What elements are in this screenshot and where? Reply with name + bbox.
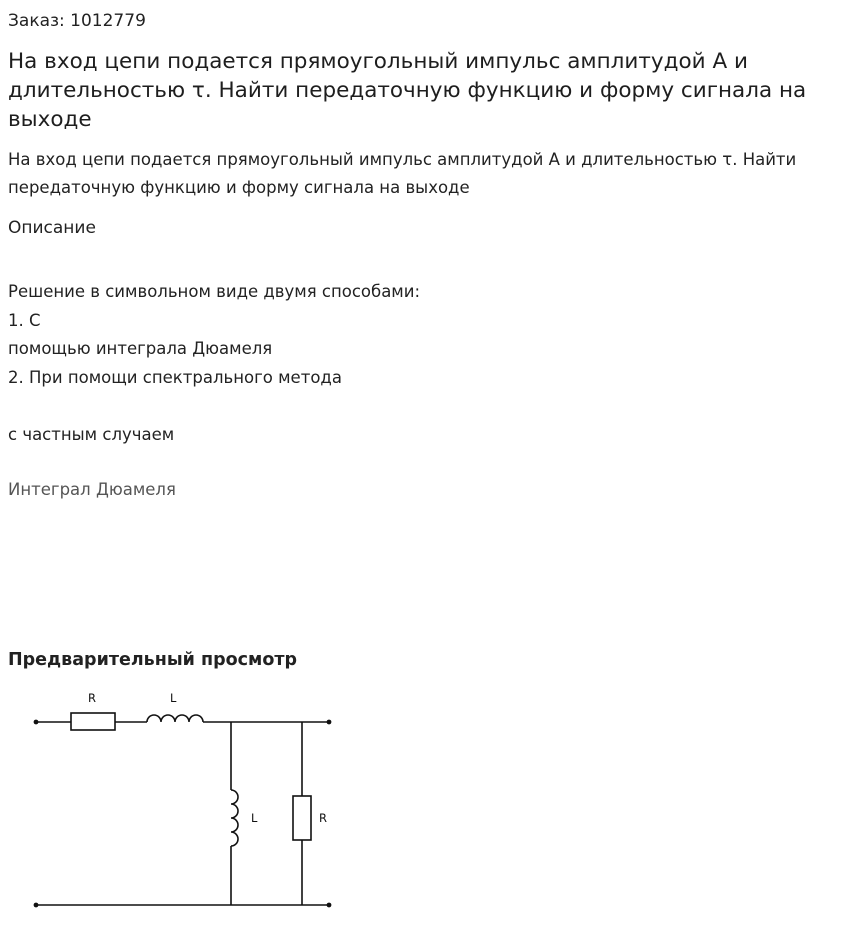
description-line: 1. С xyxy=(8,310,41,330)
series-resistor xyxy=(71,713,115,730)
shunt-inductor-label: L xyxy=(251,811,258,825)
terminal-output-top xyxy=(327,720,332,725)
circuit-diagram xyxy=(22,680,342,920)
description-line: помощью интеграла Дюамеля xyxy=(8,339,273,358)
series-inductor xyxy=(147,715,203,722)
shunt-inductor xyxy=(231,790,238,846)
description-line: 2. При помощи спектрального метода xyxy=(8,367,342,387)
series-inductor-label: L xyxy=(170,691,177,705)
terminal-output-bottom xyxy=(327,903,332,908)
page-title: На вход цепи подается прямоугольный импульс амплитудой А и длительностью τ. Найти передаточную функцию и форму сигнала на выходе xyxy=(8,49,807,132)
task-summary: На вход цепи подается прямоугольный импульс амплитудой А и длительностью τ. Найти передаточную функцию и форму сигнала на выходе xyxy=(8,150,797,197)
shunt-resistor-label: R xyxy=(319,811,327,825)
description-line: с частным случаем xyxy=(8,424,175,444)
description-line: Решение в символьном виде двумя способами: xyxy=(8,282,421,301)
description-body xyxy=(8,278,839,449)
preview-heading: Предварительный просмотр xyxy=(8,650,298,670)
terminal-input-bottom xyxy=(34,903,39,908)
series-resistor-label: R xyxy=(88,691,96,705)
shunt-resistor xyxy=(293,796,311,840)
terminal-input-top xyxy=(34,720,39,725)
order-number: Заказ: 1012779 xyxy=(8,11,146,31)
duhamel-integral-link[interactable]: Интеграл Дюамеля xyxy=(8,480,176,499)
description-line xyxy=(8,392,839,421)
description-heading: Описание xyxy=(8,218,96,238)
